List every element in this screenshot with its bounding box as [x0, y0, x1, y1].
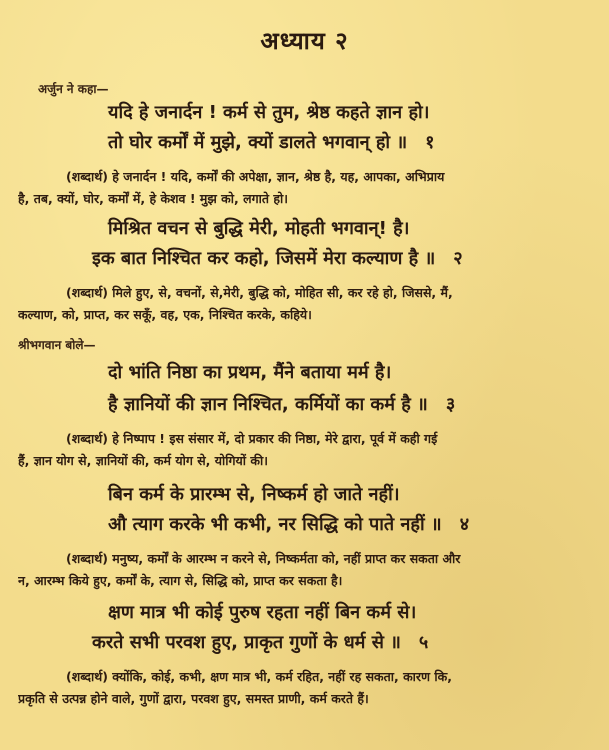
- verse-1-line-1: यदि हे जनार्दन ! कर्म से तुम, श्रेष्ठ कहते ज्ञान हो।: [108, 102, 430, 123]
- verse-number-5: ५: [418, 632, 429, 653]
- gloss-2-line-1: (शब्दार्थ) मिले हुए, से, वचनों, से,मेरी, बुद्धि को, मोहित सी, कर रहे हो, जिससे, मैं,: [66, 285, 453, 300]
- gloss-5-line-1: (शब्दार्थ) क्योंकि, कोई, कभी, क्षण मात्र भी, कर्म रहित, नहीं रह सकता, कारण कि,: [66, 669, 453, 684]
- gloss-1-line-2: है, तब, क्यों, घोर, कर्मों में, हे केशव ! मुझ को, लगाते हो।: [18, 191, 288, 206]
- gloss-1: [18, 166, 595, 210]
- verse-2-line-2: [92, 246, 579, 270]
- verse-5-line-2-text: करते सभी परवश हुए, प्राकृत गुणों के धर्म से ॥: [92, 632, 401, 653]
- speaker-bhagavan: श्रीभगवान बोले—: [18, 338, 96, 352]
- gloss-4-line-1: (शब्दार्थ) मनुष्य, कर्मों के आरम्भ न करने से, निष्कर्मता को, नहीं प्राप्त कर सकता और: [66, 551, 461, 566]
- verse-3-line-1: दो भांति निष्ठा का प्रथम, मैंने बताया मर्म है।: [108, 362, 392, 383]
- verse-number-1: १: [425, 132, 435, 153]
- gloss-5-line-2: प्रकृति से उत्पन्न होने वाले, गुणों द्वारा, परवश हुए, समस्त प्राणी, कर्म करते हैं।: [18, 691, 369, 706]
- gloss-4-line-2: न, आरम्भ किये हुए, कर्मों के, त्याग से, सिद्धि को, प्राप्त कर सकता है।: [18, 573, 343, 588]
- speaker-arjuna: अर्जुन ने कहा—: [38, 82, 109, 96]
- verse-2-line-2-text: इक बात निश्चित कर कहो, जिसमें मेरा कल्याण है ॥: [92, 248, 436, 269]
- verse-3-line-2-text: है ज्ञानियों की ज्ञान निश्चित, कर्मियों का कर्म है ॥: [108, 394, 428, 415]
- gloss-3-line-1: (शब्दार्थ) हे निष्पाप ! इस संसार में, दो प्रकार की निष्ठा, मेरे द्वारा, पूर्व में कही गई: [66, 431, 438, 446]
- verse-number-3: ३: [445, 394, 456, 415]
- verse-5-line-1: क्षण मात्र भी कोई पुरुष रहता नहीं बिन कर्म से।: [108, 602, 417, 623]
- chapter-title: अध्याय २: [260, 26, 349, 55]
- gloss-5: [18, 666, 595, 710]
- verse-4-line-2: [108, 512, 579, 536]
- verse-5-line-2: [92, 630, 579, 654]
- gloss-3: [18, 428, 595, 472]
- gloss-1-line-1: (शब्दार्थ) हे जनार्दन ! यदि, कर्मों की अपेक्षा, ज्ञान, श्रेष्ठ है, यह, आपका, अभिप्राय: [66, 169, 445, 184]
- gloss-4: [18, 548, 595, 592]
- verse-number-2: २: [453, 248, 463, 269]
- verse-number-4: ४: [459, 514, 470, 535]
- gloss-3-line-2: हैं, ज्ञान योग से, ज्ञानियों की, कर्म योग से, योगियों की।: [18, 453, 268, 468]
- gloss-2: [18, 282, 595, 326]
- gloss-2-line-2: कल्याण, को, प्राप्त, कर सकूँ, वह, एक, निश्चित करके, कहिये।: [18, 307, 312, 322]
- verse-4-line-2-text: औ त्याग करके भी कभी, नर सिद्धि को पाते नहीं ॥: [108, 514, 442, 535]
- verse-4-line-1: बिन कर्म के प्रारम्भ से, निष्कर्म हो जाते नहीं।: [108, 484, 400, 505]
- verse-1-line-2: [108, 130, 579, 154]
- verse-3-line-2: [108, 392, 579, 416]
- verse-1-line-2-text: तो घोर कर्मों में मुझे, क्यों डालते भगवान् हो ॥: [108, 132, 408, 153]
- verse-2-line-1: मिश्रित वचन से बुद्धि मेरी, मोहती भगवान्! है।: [108, 218, 410, 239]
